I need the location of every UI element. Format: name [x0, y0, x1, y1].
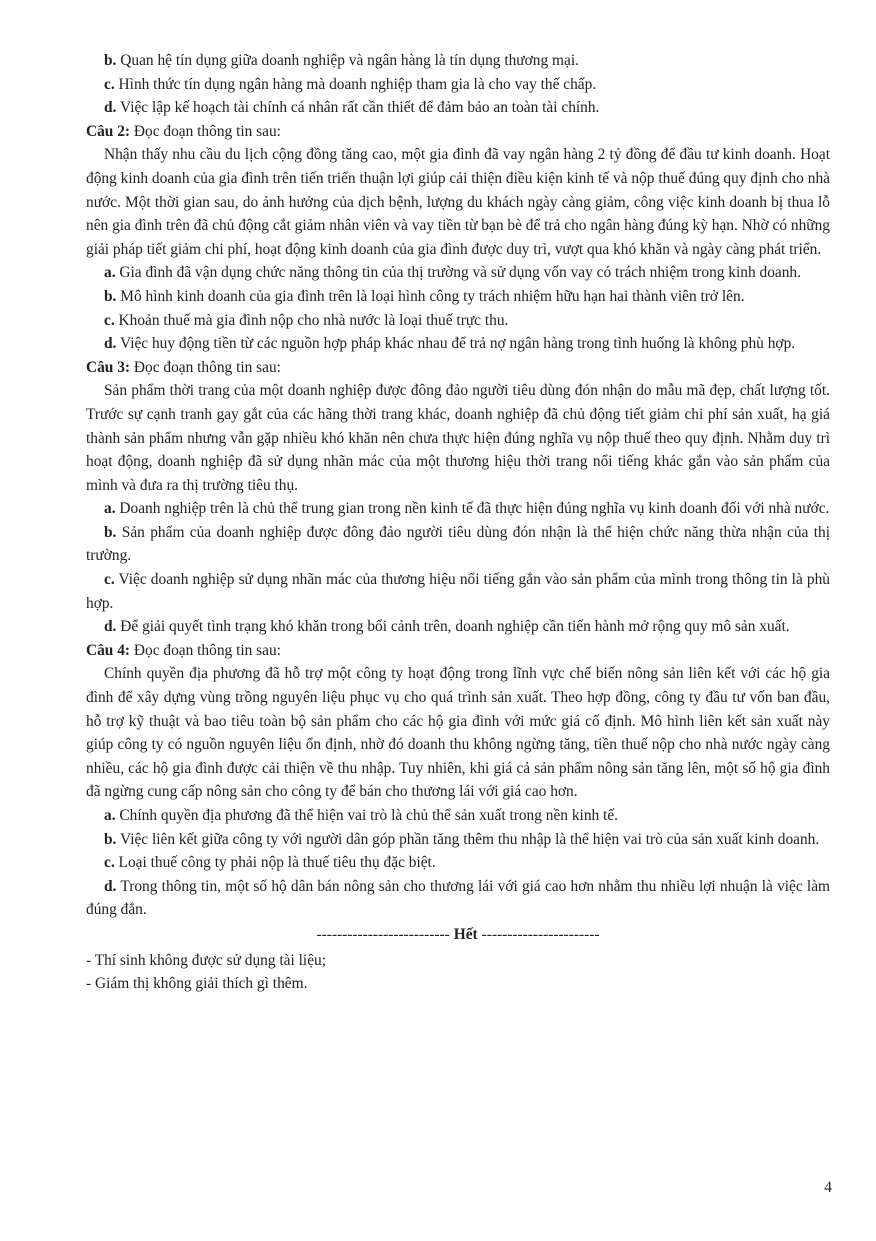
question-heading: Câu 2: Đọc đoạn thông tin sau: [86, 122, 281, 140]
question-2 [86, 120, 830, 356]
option-b: b. Mô hình kinh doanh của gia đình trên là loại hình công ty trách nhiệm hữu hạn hai thành viên trở lên. [104, 287, 745, 305]
note-no-materials: - Thí sinh không được sử dụng tài liệu; [86, 951, 326, 969]
option-a: a. Gia đình đã vận dụng chức năng thông tin của thị trường và sử dụng vốn vay có trách nhiệm trong kinh doanh. [104, 264, 801, 282]
option-c: c. Khoản thuế mà gia đình nộp cho nhà nước là loại thuế trực thu. [104, 311, 509, 329]
question-passage: Nhận thấy nhu cầu du lịch cộng đồng tăng cao, một gia đình đã vay ngân hàng 2 tỷ đồng để đầu tư kinh doanh. Hoạt động kinh doanh của gia đình trên tiến triển thuận lợi giúp cải thiện điều kiện kinh tế và nộp thuế đúng quy định cho nhà nước. Một thời gian sau, do ảnh hưởng của dịch bệnh, lượng du khách ngày càng giảm, công việc kinh doanh bị thua lỗ nên gia đình trên đã chủ động cắt giảm nhân viên và vay tiền từ bạn bè để trả cho ngân hàng đúng kỳ hạn. Nhờ có những giải pháp tiết giảm chi phí, hoạt động kinh doanh của gia đình được duy trì, vượt qua khó khăn và ngày càng phát triển. [86, 146, 830, 258]
page-number: 4 [824, 1179, 832, 1196]
note-no-explanation: - Giám thị không giải thích gì thêm. [86, 975, 308, 993]
option-b: b. Sản phẩm của doanh nghiệp được đông đảo người tiêu dùng đón nhận là thể hiện chức năng thừa nhận của thị trường. [86, 523, 830, 565]
option-b: b. Việc liên kết giữa công ty với người dân góp phần tăng thêm thu nhập là thể hiện vai trò của sản xuất kinh doanh. [104, 830, 820, 848]
option-d: d. Việc lập kế hoạch tài chính cá nhân rất cần thiết để đảm bảo an toàn tài chính. [104, 99, 600, 117]
question-3 [86, 356, 830, 639]
question-passage: Sản phẩm thời trang của một doanh nghiệp được đông đảo người tiêu dùng đón nhận do mẫu mã đẹp, chất lượng tốt. Trước sự cạnh tranh gay gắt của các hãng thời trang khác, doanh nghiệp đã chủ động tiết giảm chi phí sản xuất, hạ giá thành sản phẩm nhưng vẫn gặp nhiều khó khăn nên chưa thực hiện đúng nghĩa vụ nộp thuế theo quy định. Nhằm duy trì hoạt động, doanh nghiệp đã sử dụng nhãn mác của một thương hiệu thời trang nổi tiếng khác gắn vào sản phẩm của mình và đưa ra thị trường tiêu thụ. [86, 382, 830, 494]
question-heading: Câu 3: Đọc đoạn thông tin sau: [86, 358, 281, 376]
option-d: d. Để giải quyết tình trạng khó khăn trong bối cảnh trên, doanh nghiệp cần tiến hành mở rộng quy mô sản xuất. [104, 618, 790, 636]
question-heading: Câu 4: Đọc đoạn thông tin sau: [86, 641, 281, 659]
option-d: d. Trong thông tin, một số hộ dân bán nông sản cho thương lái với giá cao hơn nhằm thu nhiều lợi nhuận là việc làm đúng đắn. [86, 877, 831, 919]
option-a: a. Chính quyền địa phương đã thể hiện vai trò là chủ thể sản xuất trong nền kinh tế. [104, 807, 619, 824]
continued-options [86, 49, 830, 120]
question-passage: Chính quyền địa phương đã hỗ trợ một công ty hoạt động trong lĩnh vực chế biến nông sản liên kết với các hộ gia đình để xây dựng vùng trồng nguyên liệu phục vụ cho quá trình sản xuất. Theo hợp đồng, công ty đầu tư vốn ban đầu, hỗ trợ kỹ thuật và bao tiêu toàn bộ sản phẩm cho các hộ gia đình với mức giá cố định. Mô hình liên kết sản xuất này giúp công ty có nguồn nguyên liệu ổn định, nhờ đó doanh thu không ngừng tăng, tiền thuế nộp cho nhà nước ngày càng nhiều, các hộ gia đình được cải thiện về thu nhập. Tuy nhiên, khi giá cả sản phẩm nông sản tăng lên, một số hộ gia đình đã ngừng cung cấp nông sản cho công ty để bán cho thương lái với giá cao hơn. [86, 665, 830, 801]
option-c: c. Việc doanh nghiệp sử dụng nhãn mác của thương hiệu nổi tiếng gắn vào sản phẩm của mình trong thông tin là phù hợp. [86, 571, 830, 612]
option-a: a. Doanh nghiệp trên là chủ thể trung gian trong nền kinh tế đã thực hiện đúng nghĩa vụ kinh doanh đối với nhà nước. [104, 500, 830, 518]
option-d: d. Việc huy động tiền từ các nguồn hợp pháp khác nhau để trả nợ ngân hàng trong tình huống là không phù hợp. [104, 335, 796, 353]
option-c: c. Hình thức tín dụng ngân hàng mà doanh nghiệp tham gia là cho vay thế chấp. [104, 75, 597, 93]
option-b: b. Quan hệ tín dụng giữa doanh nghiệp và ngân hàng là tín dụng thương mại. [104, 52, 579, 69]
option-c: c. Loại thuế công ty phải nộp là thuế tiêu thụ đặc biệt. [104, 854, 436, 872]
exam-page [86, 49, 830, 996]
question-4 [86, 639, 830, 922]
end-of-exam-marker: -------------------------- Hết ----------------------- [316, 925, 600, 943]
